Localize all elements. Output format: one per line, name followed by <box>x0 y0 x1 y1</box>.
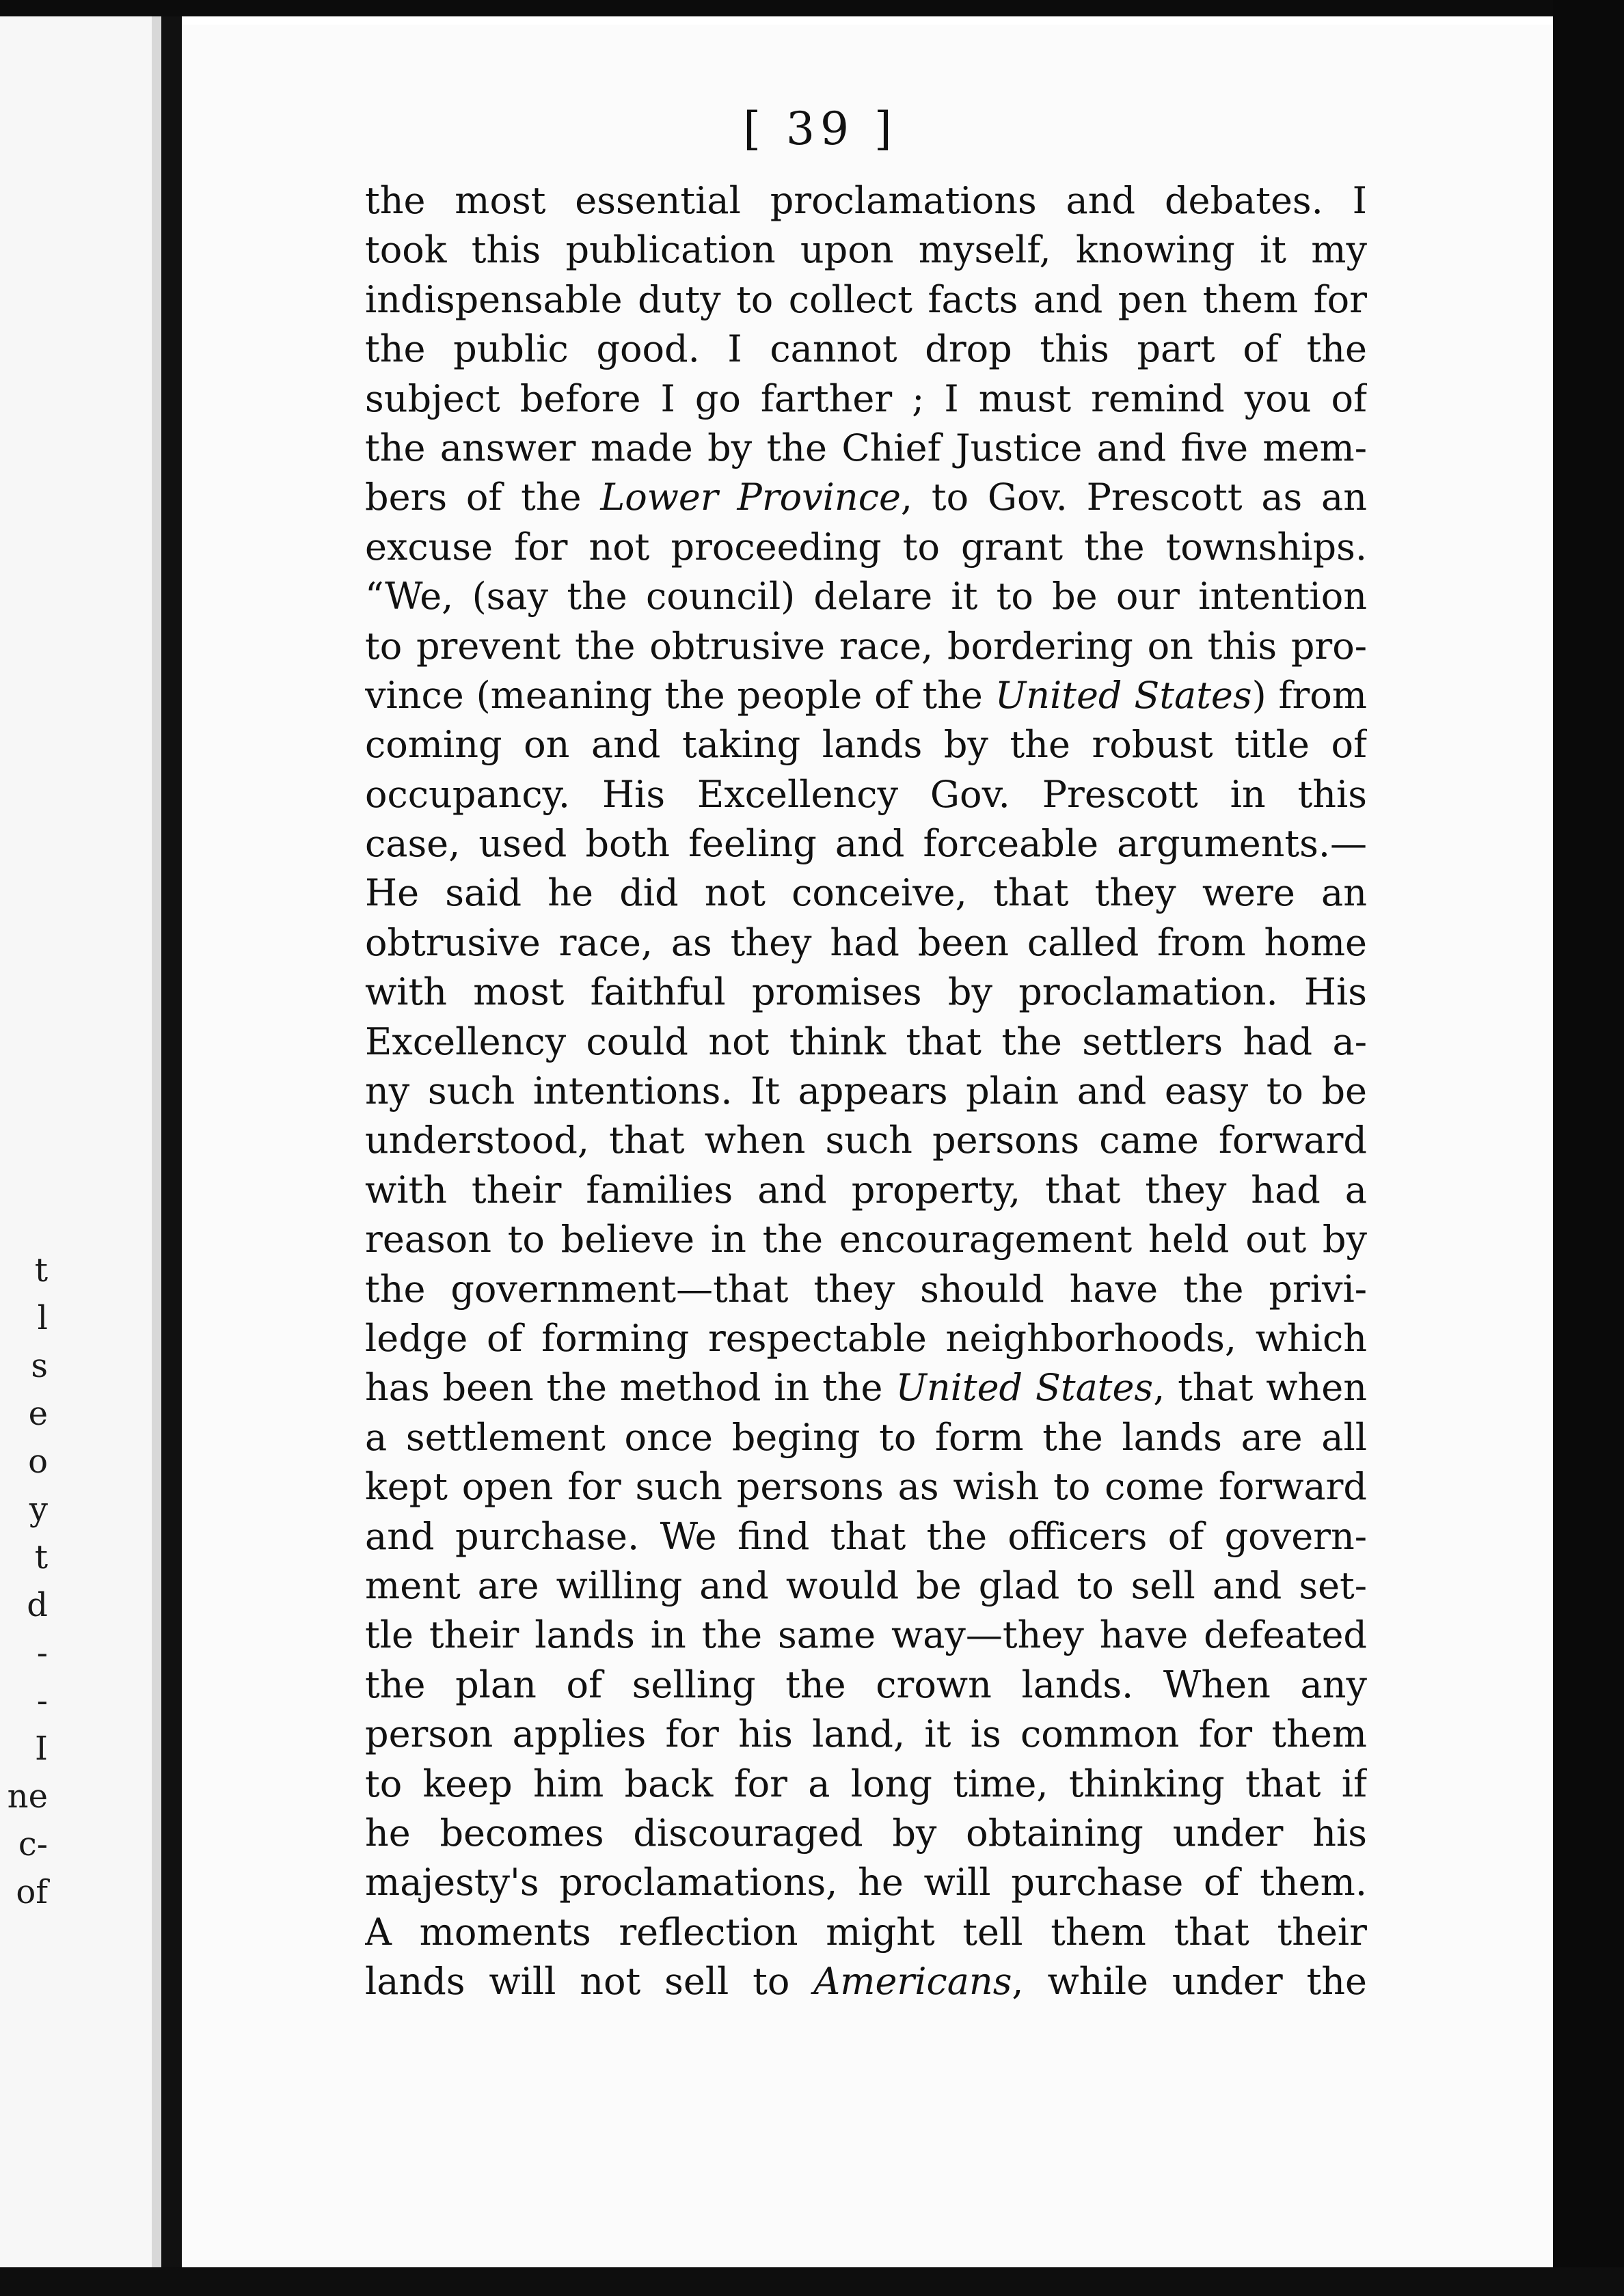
text-line <box>365 1017 1367 1067</box>
text-line <box>365 1760 1367 1809</box>
text-line <box>365 1067 1367 1116</box>
text-segment: lands will not sell to <box>365 1960 814 2004</box>
left-page-fragment: of <box>16 1873 48 1911</box>
text-segment: kept open for such persons as wish to come forward <box>365 1465 1367 1509</box>
text-segment: ny such intentions. It appears plain and easy to be <box>365 1069 1367 1113</box>
text-line <box>365 1611 1367 1660</box>
text-segment: , that when <box>1153 1366 1367 1410</box>
left-page-fragment: t <box>34 1538 48 1576</box>
text-segment: tle their lands in the same way—they have defeated <box>365 1613 1367 1657</box>
text-segment: the answer made by the Chief Justice and five mem- <box>365 426 1367 469</box>
text-line <box>365 226 1367 275</box>
text-line <box>365 523 1367 572</box>
text-line <box>365 572 1367 621</box>
text-line <box>365 1116 1367 1165</box>
text-line <box>365 1166 1367 1215</box>
text-line <box>365 1512 1367 1561</box>
left-page-fragment: e <box>28 1395 48 1433</box>
text-segment: the government—that they should have the privi- <box>365 1267 1367 1311</box>
text-line <box>365 325 1367 374</box>
text-segment: , to Gov. Prescott as an <box>900 476 1367 519</box>
text-segment: A moments reflection might tell them that their <box>365 1910 1367 1954</box>
text-line <box>365 1215 1367 1264</box>
page-number: [ 39 ] <box>743 102 897 155</box>
italic-phrase: United States <box>895 1366 1154 1410</box>
bottom-dark-edge <box>0 2267 1624 2296</box>
text-line <box>365 374 1367 424</box>
text-line <box>365 1363 1367 1412</box>
left-page-fragments <box>0 1246 48 1916</box>
text-line <box>365 275 1367 325</box>
body-text <box>365 176 1367 2006</box>
text-line <box>365 819 1367 869</box>
text-segment: bers of the <box>365 476 601 519</box>
text-segment: He said he did not conceive, that they were an <box>365 871 1367 915</box>
italic-phrase: Americans <box>813 1960 1012 2004</box>
text-line <box>365 1908 1367 1957</box>
text-line <box>365 1957 1367 2006</box>
left-page-fragment: ne <box>7 1777 48 1816</box>
text-segment: ) from <box>1251 673 1367 717</box>
text-segment: majesty's proclamations, he will purchase of them. <box>365 1861 1367 1904</box>
text-segment: “We, (say the council) delare it to be our intention <box>365 575 1367 618</box>
text-line <box>365 770 1367 819</box>
left-page-fragment: t <box>34 1251 48 1289</box>
left-page-fragment: - <box>36 1634 48 1672</box>
text-segment: ledge of forming respectable neighborhoods, which <box>365 1316 1367 1360</box>
text-segment: coming on and taking lands by the robust title of <box>365 723 1367 767</box>
text-segment: obtrusive race, as they had been called from home <box>365 920 1367 964</box>
top-dark-edge <box>0 0 1624 16</box>
text-line <box>365 473 1367 522</box>
left-page-edge <box>0 16 152 2267</box>
text-line <box>365 968 1367 1017</box>
text-line <box>365 720 1367 769</box>
text-segment: he becomes discouraged by obtaining under his <box>365 1811 1367 1855</box>
text-segment: with their families and property, that they had a <box>365 1168 1367 1212</box>
text-segment: and purchase. We find that the officers of govern- <box>365 1514 1367 1558</box>
text-line <box>365 622 1367 671</box>
text-segment: ment are willing and would be glad to sell and set- <box>365 1563 1367 1607</box>
text-segment: the public good. I cannot drop this part of the <box>365 327 1367 371</box>
left-page-fragment: - <box>36 1682 48 1720</box>
text-segment: has been the method in the <box>365 1366 896 1410</box>
book-gutter <box>161 16 182 2271</box>
text-segment: reason to believe in the encouragement held out by <box>365 1218 1367 1261</box>
text-segment: the most essential proclamations and debates. I <box>365 179 1367 222</box>
text-line <box>365 1710 1367 1759</box>
text-line <box>365 1462 1367 1512</box>
italic-phrase: United States <box>994 673 1252 717</box>
text-line <box>365 918 1367 968</box>
left-page-fragment: c- <box>18 1825 48 1863</box>
text-segment: excuse for not proceeding to grant the townships. <box>365 525 1367 569</box>
text-line <box>365 1660 1367 1710</box>
text-line <box>365 176 1367 226</box>
text-line <box>365 671 1367 720</box>
text-segment: to prevent the obtrusive race, bordering on this pro- <box>365 624 1367 668</box>
text-line <box>365 1561 1367 1611</box>
text-segment: Excellency could not think that the settlers had a- <box>365 1020 1367 1063</box>
text-segment: took this publication upon myself, knowing it my <box>365 228 1367 272</box>
text-line <box>365 1809 1367 1858</box>
text-segment: indispensable duty to collect facts and pen them for <box>365 277 1367 321</box>
text-segment: case, used both feeling and forceable arguments.— <box>365 822 1367 866</box>
gutter-highlight <box>152 16 161 2271</box>
text-segment: a settlement once beging to form the lands are all <box>365 1415 1367 1459</box>
italic-phrase: Lower Province <box>600 476 901 519</box>
left-page-fragment: l <box>37 1299 48 1337</box>
text-line <box>365 869 1367 918</box>
text-segment: subject before I go farther ; I must remind you of <box>365 377 1367 420</box>
text-line <box>365 1858 1367 1907</box>
text-segment: the plan of selling the crown lands. When any <box>365 1663 1367 1706</box>
text-segment: , while under the <box>1012 1960 1367 2004</box>
text-segment: vince (meaning the people of the <box>365 673 995 717</box>
text-segment: occupancy. His Excellency Gov. Prescott in this <box>365 772 1367 816</box>
left-page-fragment: d <box>27 1586 48 1624</box>
text-line <box>365 1314 1367 1363</box>
text-segment: to keep him back for a long time, thinking that if <box>365 1762 1367 1805</box>
text-line <box>365 1413 1367 1462</box>
left-page-fragment: I <box>35 1730 48 1768</box>
text-line <box>365 424 1367 473</box>
right-dark-edge <box>1553 0 1624 2296</box>
text-segment: understood, that when such persons came forward <box>365 1119 1367 1162</box>
text-segment: with most faithful promises by proclamation. His <box>365 970 1367 1014</box>
text-segment: person applies for his land, it is common for them <box>365 1712 1367 1756</box>
left-page-fragment: o <box>28 1443 48 1481</box>
left-page-fragment: s <box>31 1347 48 1385</box>
left-page-fragment: y <box>29 1490 48 1529</box>
text-line <box>365 1265 1367 1314</box>
